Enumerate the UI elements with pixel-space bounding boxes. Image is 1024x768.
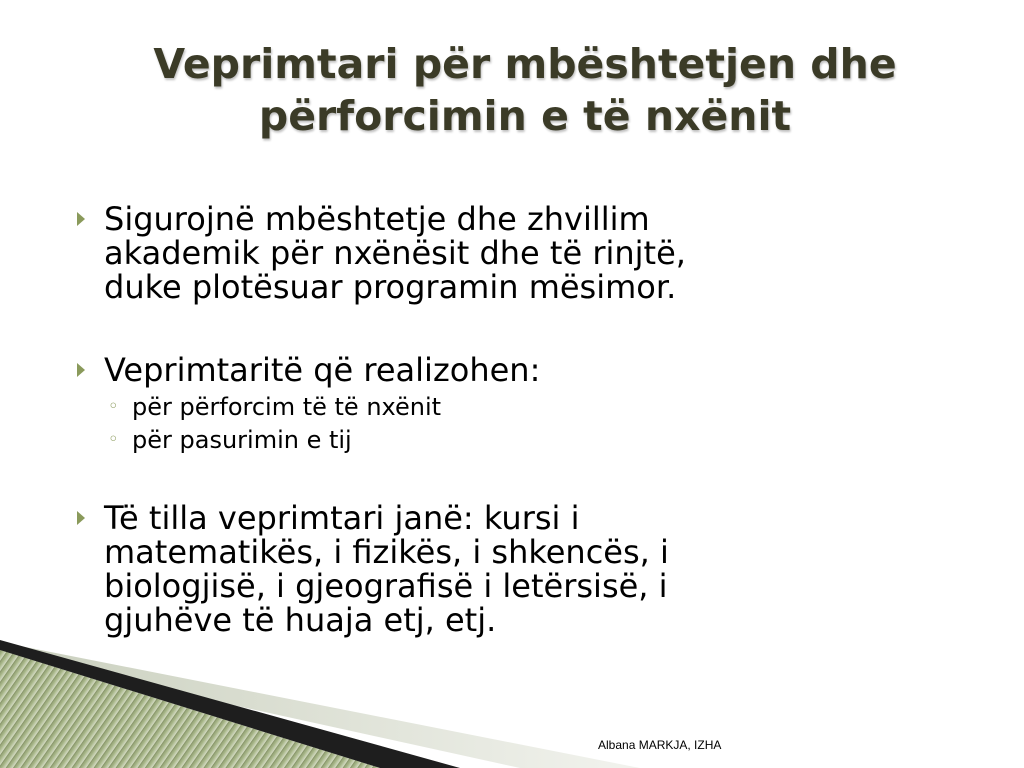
bullet-1-line-2: akademik për nxënësit dhe të rinjtë,: [104, 234, 686, 272]
hollow-circle-icon: ◦: [108, 396, 119, 417]
sub-item-2-text: për pasurimin e tij: [132, 426, 352, 454]
slide-title-line-2: përforcimin e të nxënit: [258, 92, 792, 140]
bullet-3-line-2: matematikës, i fizikës, i shkencës, i: [104, 533, 669, 571]
right-triangle-icon: [77, 363, 85, 377]
bullet-1-line-3: duke plotësuar programin mësimor.: [104, 268, 677, 306]
bullet-3-line-3: biologjisë, i gjeografisë i letërsisë, i: [104, 567, 668, 605]
corner-decoration: [0, 640, 640, 768]
right-triangle-icon: [77, 212, 85, 226]
sub-item-1-text: për përforcim të të nxënit: [132, 393, 442, 421]
bullet-3-text: [104, 501, 894, 637]
bullet-2-text: [104, 353, 894, 387]
slide-title-line-1: Veprimtari për mbështetjen dhe: [153, 40, 897, 88]
bullet-1-text: [104, 202, 894, 304]
slide-title: [60, 38, 990, 142]
bullet-3-line-1: Të tilla veprimtari janë: kursi i: [104, 499, 580, 537]
right-triangle-icon: [77, 511, 85, 525]
hollow-circle-icon: ◦: [108, 429, 119, 450]
footer-author: Albana MARKJA, IZHA: [598, 738, 722, 752]
bullet-1-line-1: Sigurojnë mbështetje dhe zhvillim: [104, 200, 650, 238]
bullet-3-line-4: gjuhëve të huaja etj, etj.: [104, 601, 497, 639]
bullet-2-line-1: Veprimtaritë që realizohen:: [104, 351, 541, 389]
